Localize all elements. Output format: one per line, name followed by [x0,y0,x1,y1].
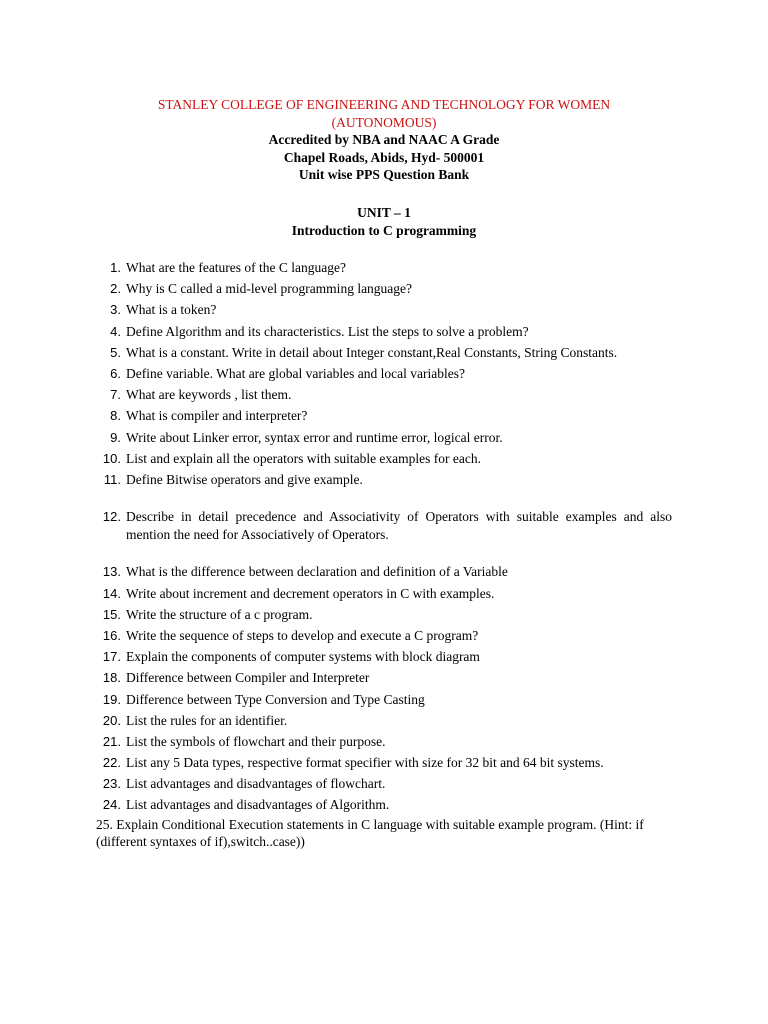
question-text: List advantages and disadvantages of flowchart. [126,776,386,792]
question-number: 14. [102,585,121,601]
unit-number: UNIT – 1 [357,205,411,220]
list-item [96,323,672,341]
question-number: 6. [110,365,121,381]
list-item [96,365,672,383]
question-text: Write the structure of a c program. [126,606,313,622]
list-item [96,386,672,404]
question-number: 23. [102,776,121,792]
question-text: Write about Linker error, syntax error and runtime error, logical error. [126,429,503,445]
question-number: 19. [102,691,121,707]
question-text: What are the features of the C language? [126,260,347,275]
question-text: List the symbols of flowchart and their purpose. [126,733,386,749]
list-item [96,796,672,814]
question-number: 8. [110,408,121,424]
question-text: List and explain all the operators with suitable examples for each. [126,450,482,466]
question-number: 5. [110,344,121,360]
question-number: 24. [102,797,121,813]
question-number: 7. [110,387,121,403]
document-header [0,96,768,184]
list-item [96,754,672,772]
question-text: Describe in detail precedence and Associativity of Operators with suitable examples and also mention the need for Associatively of Operators. [126,509,672,542]
list-item [96,691,672,709]
question-text: What are keywords , list them. [126,387,292,403]
list-item [96,280,672,298]
question-number: 17. [102,649,121,665]
autonomous-label: (AUTONOMOUS) [331,114,437,130]
question-number: 12. [102,509,121,525]
list-item [96,733,672,751]
unit-title: Introduction to C programming [291,222,477,238]
question-number: 2. [110,281,121,297]
question-number: 10. [102,450,121,466]
address-line: Chapel Roads, Abids, Hyd- 500001 [283,149,485,165]
question-text: Explain the components of computer systems with block diagram [126,649,480,665]
question-number: 11. [103,471,121,487]
list-item [96,563,672,581]
list-item [96,606,672,624]
list-item [96,508,672,543]
college-name: STANLEY COLLEGE OF ENGINEERING AND TECHNOLOGY FOR WOMEN [157,97,611,112]
question-text: Write the sequence of steps to develop and execute a C program? [126,627,479,643]
question-number: 21. [102,733,121,749]
question-text: What is compiler and interpreter? [126,408,308,424]
list-item [96,648,672,666]
question-list [96,259,672,854]
question-number: 20. [102,712,121,728]
question-text: Difference between Type Conversion and Type Casting [126,691,425,707]
list-item [96,471,672,489]
question-number: 16. [102,627,121,643]
question-text: Why is C called a mid-level programming language? [126,281,413,297]
accreditation-line: Accredited by NBA and NAAC A Grade [268,132,500,147]
list-item [96,669,672,687]
question-number: 15. [102,606,121,622]
question-number: 4. [110,323,121,339]
question-number: 13. [102,564,121,580]
list-item [96,259,672,277]
list-item [96,585,672,603]
list-item [96,344,672,362]
question-text: What is the difference between declaration and definition of a Variable [126,564,508,580]
question-number: 3. [110,302,121,318]
question-number: 9. [110,429,121,445]
question-text: Define Algorithm and its characteristics. List the steps to solve a problem? [126,323,529,339]
question-number: 18. [102,670,121,686]
list-item [96,450,672,468]
question-text: Difference between Compiler and Interpreter [126,670,370,686]
question-text: List advantages and disadvantages of Algorithm. [126,797,390,813]
question-text: Explain Conditional Execution statements in C language with suitable example program. (Hint: if (different syntaxes of if),switch..case)) [96,816,644,850]
list-item [96,429,672,447]
question-text: What is a token? [126,302,217,318]
question-text: What is a constant. Write in detail about Integer constant,Real Constants, String Constants. [126,344,618,360]
list-item [96,775,672,793]
list-item [96,407,672,425]
question-text: List any 5 Data types, respective format specifier with size for 32 bit and 64 bit systems. [126,755,604,771]
document-title: Unit wise PPS Question Bank [298,167,470,182]
question-text: List the rules for an identifier. [126,712,288,728]
list-item [96,301,672,319]
question-text: Define variable. What are global variables and local variables? [126,365,465,381]
question-text: Define Bitwise operators and give example. [126,471,363,487]
question-text: Write about increment and decrement operators in C with examples. [126,585,495,601]
question-number: 22. [102,755,121,771]
question-number: 25. [96,816,113,832]
question-number: 1. [110,260,121,275]
list-item [96,627,672,645]
list-item [96,712,672,730]
list-item [96,816,672,851]
unit-heading [0,204,768,239]
